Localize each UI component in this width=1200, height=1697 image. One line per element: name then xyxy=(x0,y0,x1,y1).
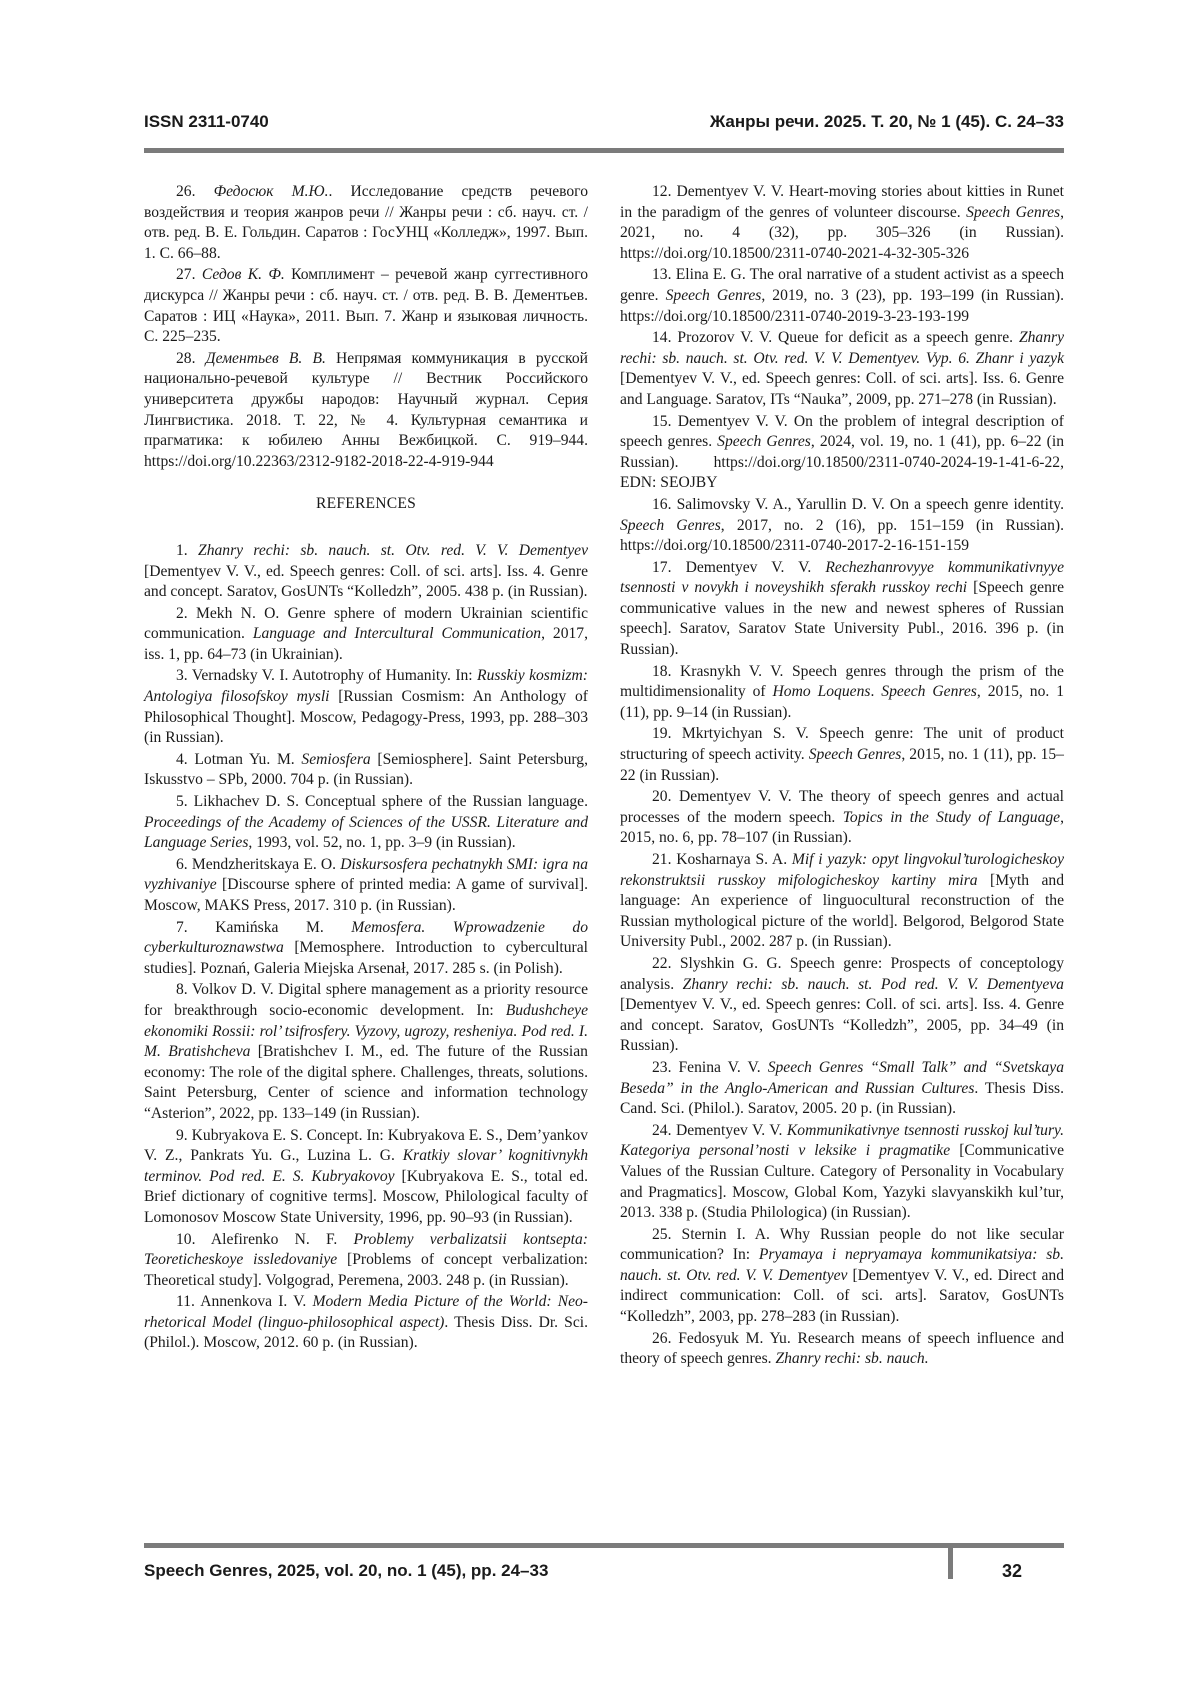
reference-item: 8. Volkov D. V. Digital sphere management as a priority resource for breakthrough socio-economic development. In: Budushcheye ekonomiki Rossii: rol’ tsifrosfery. Vyzovy, ugrozy, resheniya. Pod red. I. M. Bratishcheva [Bratishchev I. M., ed. The future of the Russian economy: The role of the digital sphere. Challenges, threats, solutions. Saint Petersburg, Center of science and information technology “Asterion”, 2022, pp. 133–149 (in Russian). xyxy=(144,981,588,1122)
footer-citation: Speech Genres, 2025, vol. 20, no. 1 (45), pp. 24–33 xyxy=(144,1561,549,1580)
journal-citation-header: Жанры речи. 2025. Т. 20, № 1 (45). С. 24–33 xyxy=(709,112,1064,131)
running-header xyxy=(144,112,1064,138)
reference-item: 13. Elina E. G. The oral narrative of a student activist as a speech genre. Speech Genres, 2019, no. 3 (23), pp. 193–199 (in Russian). https://doi.org/10.18500/2311-0740-2019-3-23-193-199 xyxy=(620,266,1065,325)
right-column xyxy=(620,182,1064,1371)
reference-item: 3. Vernadsky V. I. Autotrophy of Humanity. In: Russkiy kosmizm: Antologiya filosofskoy mysli [Russian Cosmism: An Anthology of Philosophical Thought]. Moscow, Pedagogy-Press, 1993, pp. 288–303 (in Russian). xyxy=(144,667,588,747)
reference-item: 24. Dementyev V. V. Kommunikativnye tsennosti russkoj kul’tury. Kategoriya personal’nosti v leksike i pragmatike [Communicative Values of the Russian Culture. Category of Personality in Vocabulary and Pragmatics]. Moscow, Global Kom, Yazyki slavyanskikh kul’tur, 2013. 338 p. (Studia Philologica) (in Russian). xyxy=(620,1121,1064,1222)
reference-item: 21. Kosharnaya S. A. Mif i yazyk: opyt lingvokul’turologicheskoy rekonstruktsii russkoy mifologicheskoy kartiny mira [Myth and language: An experience of linguocultural reconstruction of the Russian mythological picture of the world]. Belgorod, Belgorod State University Publ., 2002. 287 p. (in Russian). xyxy=(620,851,1064,951)
reference-item: 26. Fedosyuk M. Yu. Research means of speech influence and theory of speech genres. Zhanry rechi: sb. nauch. xyxy=(620,1329,1065,1368)
reference-item: 1. Zhanry rechi: sb. nauch. st. Otv. red. V. V. Dementyev [Dementyev V. V., ed. Speech genres: Coll. of sci. arts]. Iss. 4. Genre and concept. Saratov, GosUNTs “Kolledzh”, 2005. 438 p. (in Russian). xyxy=(144,541,588,601)
reference-item: 28. Дементьев В. В. Непрямая коммуникация в русской национально-речевой культуре // Вестник Российского университета дружбы народов: Научный журнал. Серия Лингвистика. 2018. Т. 22, № 4. Культурная семантика и прагматика: к юбилею Анны Вежбицкой. С. 919–944. https://doi.org/10.22363/2312-9182-2018-22-4-919-944 xyxy=(144,349,588,470)
reference-item: 2. Mekh N. O. Genre sphere of modern Ukrainian scientific communication. Language and Intercultural Communication, 2017, iss. 1, pp. 64–73 (in Ukrainian). xyxy=(144,604,588,663)
left-column xyxy=(144,182,588,1355)
references-heading: REFERENCES xyxy=(316,495,416,513)
reference-item: 15. Dementyev V. V. On the problem of integral description of speech genres. Speech Genres, 2024, vol. 19, no. 1 (41), pp. 6–22 (in Russian). https://doi.org/10.18500/2311-0740-2024-19-1-41-6-22, EDN: SEOJBY xyxy=(620,412,1064,492)
reference-item: 20. Dementyev V. V. The theory of speech genres and actual processes of the modern speech. Topics in the Study of Language, 2015, no. 6, pp. 78–107 (in Russian). xyxy=(620,788,1065,847)
header-rule xyxy=(144,148,1064,153)
reference-item: 17. Dementyev V. V. Rechezhanrovyye kommunikativnyye tsennosti v novykh i noveyshikh sferakh russkoy rechi [Speech genre communicative values in the new and newest spheres of Russian speech]. Saratov, Saratov State University Publ., 2016. 396 p. (in Russian). xyxy=(620,558,1065,659)
reference-item: 10. Alefirenko N. F. Problemy verbalizatsii kontsepta: Teoreticheskoye issledovaniye [Problems of concept verbalization: Theoretical study]. Volgograd, Peremena, 2003. 248 p. (in Russian). xyxy=(144,1230,588,1289)
reference-item: 5. Likhachev D. S. Conceptual sphere of the Russian language. Proceedings of the Academy of Sciences of the USSR. Literature and Language Series, 1993, vol. 52, no. 1, pp. 3–9 (in Russian). xyxy=(144,793,588,852)
reference-item: 26. Федосюк М.Ю.. Исследование средств речевого воздействия и теория жанров речи // Жанры речи : сб. науч. ст. / отв. ред. В. Е. Гольдин. Саратов : ГосУНЦ «Колледж», 1997. Вып. 1. С. 66–88. xyxy=(144,183,588,262)
reference-item: 23. Fenina V. V. Speech Genres “Small Talk” and “Svetskaya Beseda” in the Anglo-American and Russian Cultures. Thesis Diss. Cand. Sci. (Philol.). Saratov, 2005. 20 p. (in Russian). xyxy=(620,1058,1064,1118)
reference-item: 11. Annenkova I. V. Modern Media Picture of the World: Neo-rhetorical Model (linguo-philosophical aspect). Thesis Diss. Dr. Sci. (Philol.). Moscow, 2012. 60 p. (in Russian). xyxy=(144,1293,589,1352)
reference-item: 7. Kamińska M. Memosfera. Wprowadzenie do cyberkulturoznawstwa [Memosphere. Introduction to cybercultural studies]. Poznań, Galeria Miejska Arsenał, 2017. 285 s. (in Polish). xyxy=(144,918,589,977)
reference-item: 16. Salimovsky V. A., Yarullin D. V. On a speech genre identity. Speech Genres, 2017, no. 2 (16), pp. 151–159 (in Russian). https://doi.org/10.18500/2311-0740-2017-2-16-151-159 xyxy=(620,495,1064,555)
russian-references xyxy=(144,182,588,472)
reference-item: 22. Slyshkin G. G. Speech genre: Prospects of conceptology analysis. Zhanry rechi: sb. nauch. st. Pod red. V. V. Dementyeva [Dementyev V. V., ed. Speech genres: Coll. of sci. arts]. Iss. 4. Genre and concept. Saratov, GosUNTs “Kolledzh”, 2005, pp. 34–49 (in Russian). xyxy=(620,954,1064,1055)
reference-item: 25. Sternin I. A. Why Russian people do not like secular communication? In: Pryamaya i nepryamaya kommunikatsiya: sb. nauch. st. Otv. red. V. V. Dementyev [Dementyev V. V., ed. Direct and indirect communication: Coll. of sci. arts]. Saratov, GosUNTs “Kolledzh”, 2003, pp. 278–283 (in Russian). xyxy=(620,1225,1065,1326)
issn-label: ISSN 2311-0740 xyxy=(144,112,269,131)
reference-item: 6. Mendzheritskaya E. O. Diskursosfera pechatnykh SMI: igra na vyzhivaniye [Discourse sphere of printed media: A game of survival]. Moscow, MAKS Press, 2017. 310 p. (in Russian). xyxy=(144,855,588,914)
footer-divider xyxy=(948,1543,953,1579)
page-number: 32 xyxy=(1001,1561,1023,1581)
reference-item: 19. Mkrtyichyan S. V. Speech genre: The unit of product structuring of speech activity. Speech Genres, 2015, no. 1 (11), pp. 15–22 (in Russian). xyxy=(620,725,1065,784)
reference-item: 27. Седов К. Ф. Комплимент – речевой жанр суггестивного дискурса // Жанры речи : сб. науч. ст. / отв. ред. В. В. Дементьев. Саратов : ИЦ «Наука», 2011. Вып. 7. Жанр и языковая личность. С. 225–235. xyxy=(144,266,588,346)
footer-rule xyxy=(144,1543,1064,1548)
reference-item: 12. Dementyev V. V. Heart-moving stories about kitties in Runet in the paradigm of the genres of volunteer discourse. Speech Genres, 2021, no. 4 (32), pp. 305–326 (in Russian). https://doi.org/10.18500/2311-0740-2021-4-32-305-326 xyxy=(620,183,1064,262)
reference-item: 14. Prozorov V. V. Queue for deficit as a speech genre. Zhanry rechi: sb. nauch. st. Otv. red. V. V. Dementyev. Vyp. 6. Zhanr i yazyk [Dementyev V. V., ed. Speech genres: Coll. of sci. arts]. Iss. 6. Genre and Language. Saratov, ITs “Nauka”, 2009, pp. 271–278 (in Russian). xyxy=(620,329,1064,408)
reference-item: 4. Lotman Yu. M. Semiosfera [Semiosphere]. Saint Petersburg, Iskusstvo – SPb, 2000. 704 p. (in Russian). xyxy=(144,750,588,789)
reference-item: 9. Kubryakova E. S. Concept. In: Kubryakova E. S., Dem’yankov V. Z., Pankrats Yu. G., Luzina L. G. Kratkiy slovar’ kognitivnykh terminov. Pod red. E. S. Kubryakovoy [Kubryakova E. S., total ed. Brief dictionary of cognitive terms]. Moscow, Philological faculty of Lomonosov Moscow State University, 1996, pp. 90–93 (in Russian). xyxy=(144,1126,589,1226)
english-references-left xyxy=(144,541,588,1354)
reference-item: 18. Krasnykh V. V. Speech genres through the prism of the multidimensionality of Homo Loquens. Speech Genres, 2015, no. 1 (11), pp. 9–14 (in Russian). xyxy=(620,662,1065,721)
